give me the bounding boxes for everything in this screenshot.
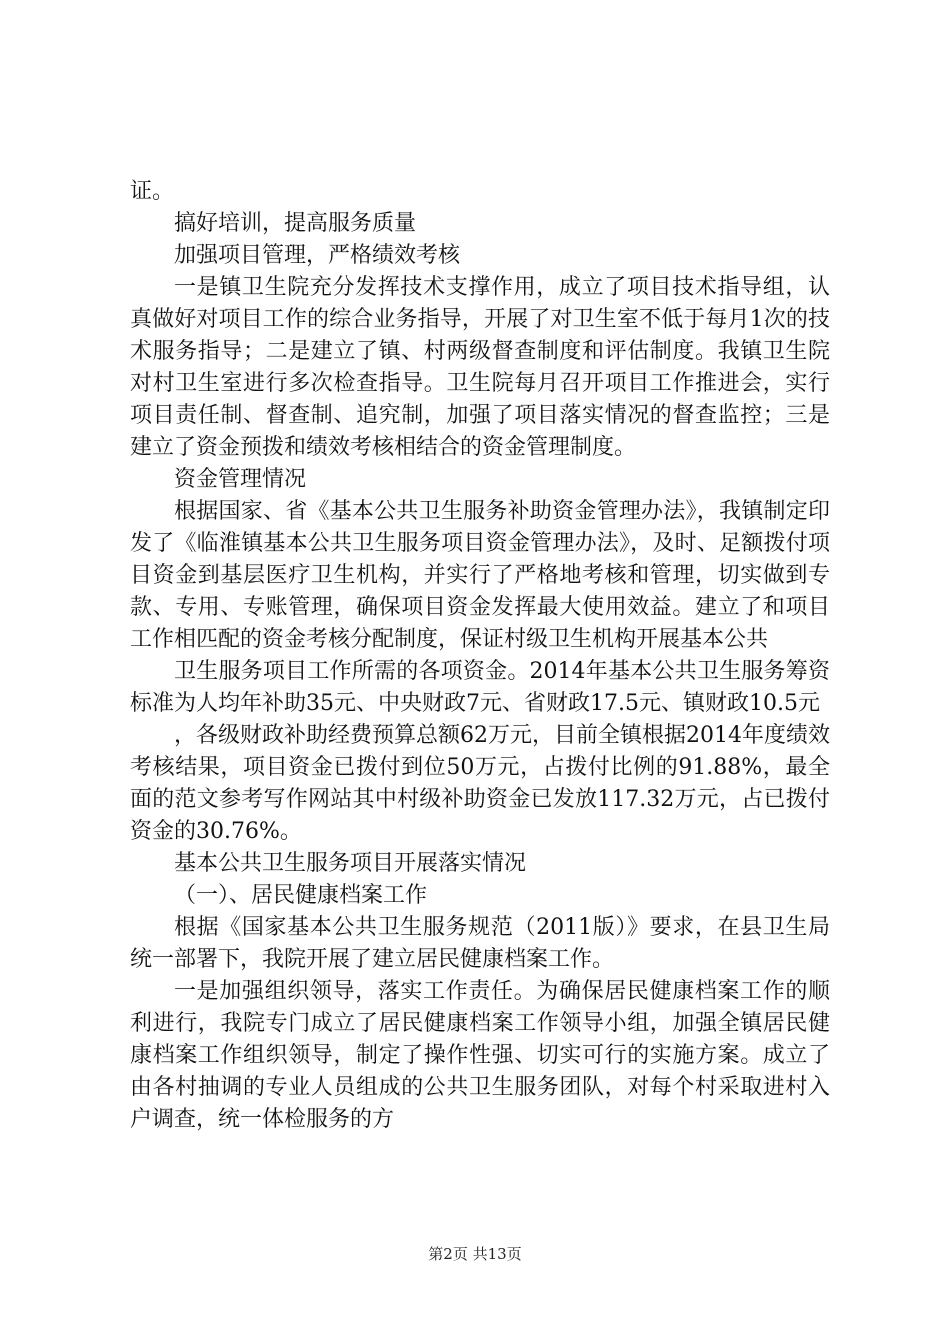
paragraph-7: 卫生服务项目工作所需的各项资金。2014年基本公共卫生服务筹资标准为人均年补助35元、中央财政7元、省财政17.5元、镇财政10.5元: [130, 659, 830, 716]
paragraph-8: ，各级财政补助经费预算总额62万元，目前全镇根据2014年度绩效考核结果，项目资金已拨付到位50万元，占拨付比例的91.88%，最全面的范文参考写作网站其中村级补助资金已发放117.32万元，占已拨付资金的30.76%。: [130, 723, 830, 844]
paragraph-10: （一）、居民健康档案工作: [174, 883, 428, 908]
paragraph-3: 加强项目管理，严格绩效考核: [174, 243, 461, 268]
paragraph-2: 搞好培训，提高服务质量: [174, 211, 417, 236]
paragraph-12: 一是加强组织领导，落实工作责任。为确保居民健康档案工作的顺利进行，我院专门成立了居民健康档案工作领导小组，加强全镇居民健康档案工作组织领导，制定了操作性强、切实可行的实施方案。成立了由各村抽调的专业人员组成的公共卫生服务团队，对每个村采取进村入户调查，统一体检服务的方: [130, 979, 830, 1132]
paragraph-5: 资金管理情况: [174, 467, 307, 492]
paragraph-11: 根据《国家基本公共卫生服务规范（2011版）》要求，在县卫生局统一部署下，我院开展了建立居民健康档案工作。: [130, 915, 830, 972]
page-number: 第2页 共13页: [428, 1245, 522, 1263]
paragraph-6: 根据国家、省《基本公共卫生服务补助资金管理办法》，我镇制定印发了《临淮镇基本公共卫生服务项目资金管理办法》，及时、足额拨付项目资金到基层医疗卫生机构，并实行了严格地考核和管理，切实做到专款、专用、专账管理，确保项目资金发挥最大使用效益。建立了和项目工作相匹配的资金考核分配制度，保证村级卫生机构开展基本公共: [130, 499, 830, 652]
document-body: [130, 176, 830, 1136]
paragraph-4: 一是镇卫生院充分发挥技术支撑作用，成立了项目技术指导组，认真做好对项目工作的综合业务指导，开展了对卫生室不低于每月1次的技术服务指导；二是建立了镇、村两级督查制度和评估制度。我镇卫生院对村卫生室进行多次检查指导。卫生院每月召开项目工作推进会，实行项目责任制、督查制、追究制，加强了项目落实情况的督查监控；三是建立了资金预拨和绩效考核相结合的资金管理制度。: [130, 275, 830, 460]
paragraph-1: 证。: [130, 179, 175, 204]
page-footer: [0, 1243, 950, 1264]
paragraph-9: 基本公共卫生服务项目开展落实情况: [174, 851, 527, 876]
